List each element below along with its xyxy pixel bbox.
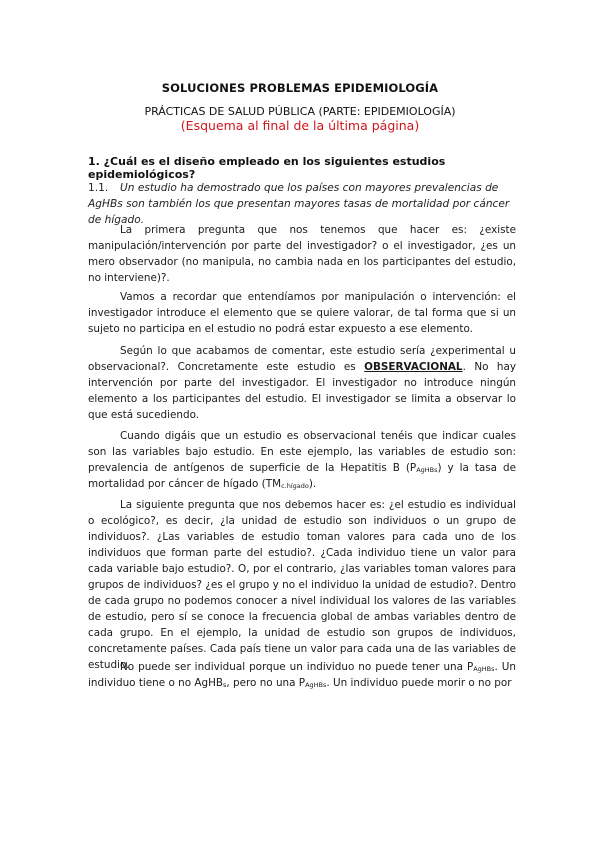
- paragraph-4-text-c: ).: [308, 478, 317, 490]
- paragraph-6-text-b: . Un individuo tiene o no AgHB: [88, 661, 516, 689]
- question-1-1-number: 1.1.: [88, 182, 109, 194]
- paragraph-1-text: La primera pregunta que nos tenemos que hacer es: ¿existe manipulación/intervención por parte del investigador? o el investigador, ¿es un mero observador (no manipula, no cambia nada en los participantes del estudio, no interviene)?.: [88, 224, 516, 284]
- paragraph-1: [88, 222, 516, 286]
- paragraph-6: [88, 659, 516, 691]
- paragraph-3-text-a: Según lo que acabamos de comentar, este estudio sería ¿experimental u observacional?. Concretamente este estudio es: [88, 345, 516, 373]
- paragraph-6-sub-2: s: [223, 681, 227, 689]
- paragraph-4: [88, 428, 516, 492]
- observacional-emphasis: OBSERVACIONAL: [364, 361, 463, 373]
- paragraph-2: [88, 289, 516, 337]
- paragraph-3: [88, 343, 516, 423]
- document-title: SOLUCIONES PROBLEMAS EPIDEMIOLOGÍA: [161, 81, 439, 95]
- paragraph-6-text-c: , pero no una P: [226, 677, 306, 689]
- paragraph-3-text-c: . No hay intervención por parte del investigador. El investigador no introduce ningún elemento a los participantes del estudio. El investigador se limita a observar lo que está sucediendo.: [88, 361, 516, 421]
- question-1-heading: 1. ¿Cuál es el diseño empleado en los siguientes estudios epidemiológicos?: [88, 155, 446, 181]
- paragraph-6-text-a: No puede ser individual porque un individuo no puede tener una P: [120, 661, 474, 673]
- question-1-1-text: Un estudio ha demostrado que los países con mayores prevalencias de AgHBs son también los que presentan mayores tasas de mortalidad por cáncer de hígado.: [88, 182, 510, 226]
- paragraph-2-text: Vamos a recordar que entendíamos por manipulación o intervención: el investigador introduce el elemento que se quiere valorar, de tal forma que si un sujeto no participa en el estudio no podrá estar expuesto a ese elemento.: [88, 291, 516, 335]
- paragraph-6-text-d: . Un individuo puede morir o no por: [326, 677, 512, 689]
- paragraph-4-text-b: ) y la tasa de mortalidad por cáncer de hígado (TM: [88, 462, 516, 490]
- paragraph-5-text: La siguiente pregunta que nos debemos hacer es: ¿el estudio es individual o ecológico?, es decir, ¿la unidad de estudio son individuos o un grupo de individuos?. ¿Las variables de estudio toman valores para cada uno de los individuos que forman parte del estudio?. ¿Cada individuo tiene un valor para cada variable bajo estudio?. O, por el contrario, ¿las variables toman valores para grupos de individuos? ¿es el grupo y no el individuo la unidad de estudio?. Dentro de cada grupo no podemos conocer a nivel individual los valores de las variables de estudio, pero sí se conoce la frecuencia global de ambas variables dentro de cada grupo. En el ejemplo, la unidad de estudio son grupos de individuos, concretamente países. Cada país tiene un valor para cada una de las variables de estudio.: [88, 499, 516, 671]
- paragraph-4-sub-higado: c.hígado: [281, 482, 309, 490]
- question-1-1: [88, 180, 518, 228]
- paragraph-6-sub-3: AgHBs: [305, 681, 327, 689]
- document-subtitle: PRÁCTICAS DE SALUD PÚBLICA (PARTE: EPIDEMIOLOGÍA): [144, 105, 456, 118]
- paragraph-4-text-a: Cuando digáis que un estudio es observacional tenéis que indicar cuales son las variables bajo estudio. En este ejemplo, las variables de estudio son: prevalencia de antígenos de superficie de la Hepatitis B (P: [88, 430, 516, 474]
- paragraph-5: [88, 497, 516, 673]
- paragraph-4-sub-aghbs: AgHBs: [416, 466, 438, 474]
- paragraph-6-sub-1: AgHBs: [473, 665, 495, 673]
- schema-note: (Esquema al final de la última página): [180, 118, 420, 133]
